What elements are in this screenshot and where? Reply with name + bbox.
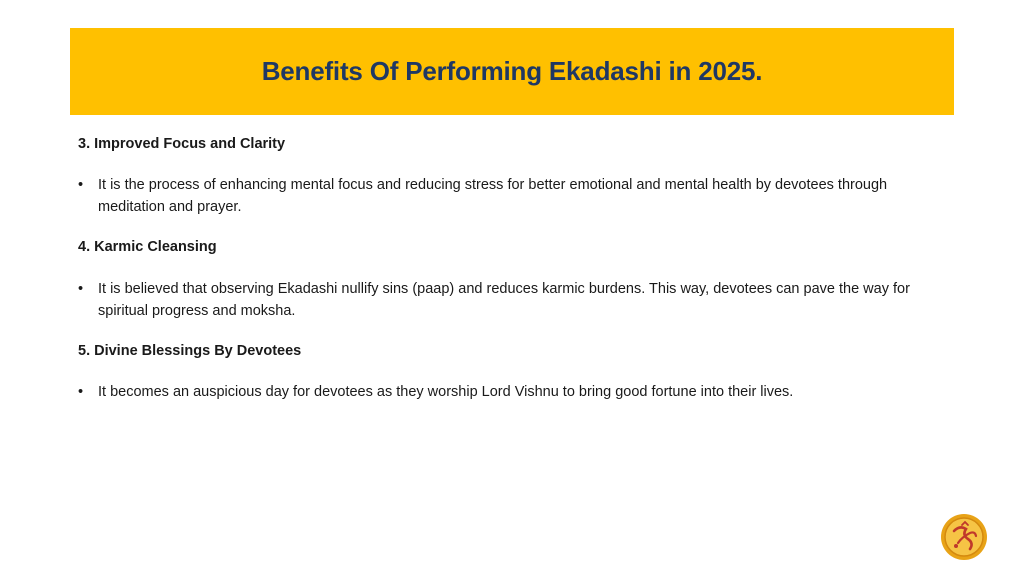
bullet-marker: •	[78, 177, 84, 193]
bullet-text: It is believed that observing Ekadashi nullify sins (paap) and reduces karmic burdens. This way, devotees can pave the way for spiritual progress and moksha.	[98, 281, 910, 319]
bullet-focus	[78, 174, 958, 218]
bullet-blessings	[78, 381, 958, 403]
brand-logo-icon	[940, 513, 988, 561]
slide-content	[78, 134, 958, 403]
section-heading-karmic: 4. Karmic Cleansing	[78, 239, 217, 255]
bullet-marker: •	[78, 281, 84, 297]
bullet-marker: •	[78, 384, 84, 400]
section-heading-blessings: 5. Divine Blessings By Devotees	[78, 343, 302, 359]
bullet-text: It becomes an auspicious day for devotees as they worship Lord Vishnu to bring good fortune into their lives.	[98, 384, 794, 400]
bullet-text: It is the process of enhancing mental focus and reducing stress for better emotional and mental health by devotees through meditation and prayer.	[98, 177, 888, 215]
slide-title: Benefits Of Performing Ekadashi in 2025.	[261, 56, 763, 86]
title-banner	[70, 28, 954, 115]
section-heading-focus: 3. Improved Focus and Clarity	[78, 136, 286, 152]
bullet-karmic	[78, 278, 958, 322]
